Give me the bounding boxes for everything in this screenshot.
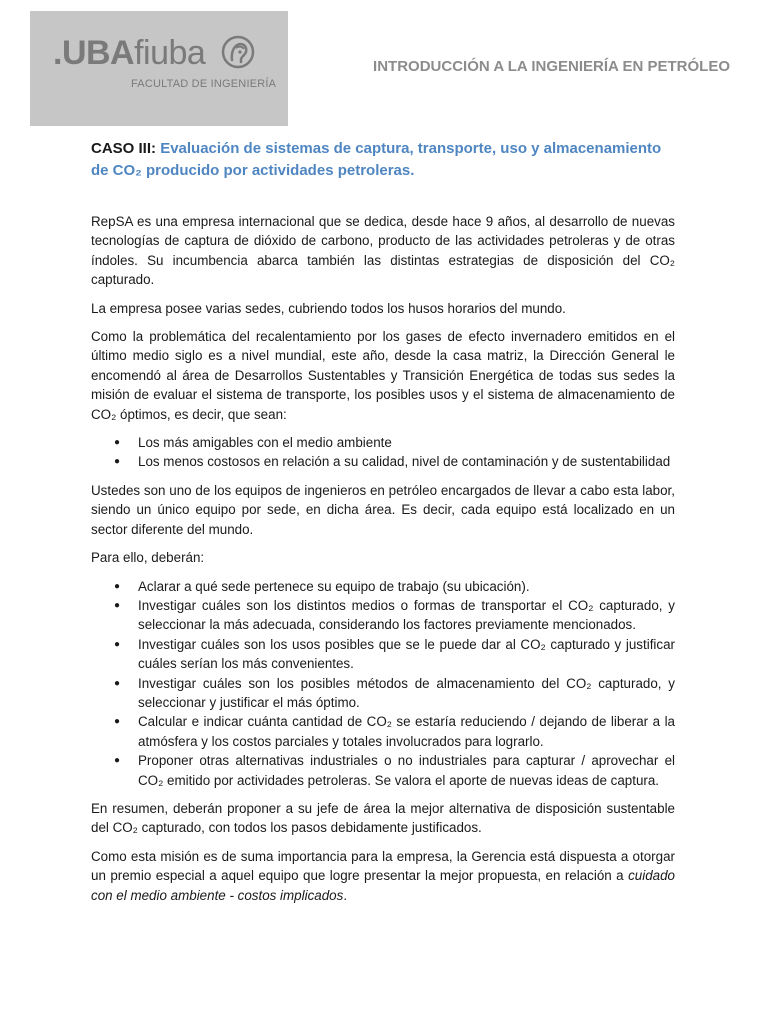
logo-wordmark [53, 33, 205, 73]
paragraph-sedes: La empresa posee varias sedes, cubriendo todos los husos horarios del mundo. [91, 300, 566, 316]
paragraph-summary: En resumen, deberán proponer a su jefe de área la mejor alternativa de disposición sustentable del CO₂ capturado, con todos los pasos debidamente justificados. [91, 800, 675, 836]
case-label: CASO III: [91, 140, 157, 157]
paragraph-teams: Ustedes son uno de los equipos de ingenieros en petróleo encargados de llevar a cabo esta labor, siendo un único equipo por sede, en dicha área. Es decir, cada equipo está localizado en un sector diferente del mundo. [91, 482, 675, 537]
paragraph-mission: Como la problemática del recalentamiento por los gases de efecto invernadero emitidos en el último medio siglo es a nivel mundial, este año, desde la casa matriz, la Dirección General le encomendó al área de Desarrollos Sustentables y Transición Energética de todas sus sedes la misión de evaluar el sistema de transporte, los posibles usos y el sistema de almacenamiento de CO₂ óptimos, es decir, que sean: [91, 329, 675, 422]
minerva-emblem-icon [220, 34, 256, 70]
list-item: ● Investigar cuáles son los posibles métodos de almacenamiento del CO₂ capturado, y seleccionar y justificar el más óptimo. [138, 674, 675, 713]
prize-period: . [343, 887, 348, 903]
list-item: ● Los menos costosos en relación a su calidad, nivel de contaminación y de sustentabilidad [138, 452, 675, 471]
list-item: ● Proponer otras alternativas industriales o no industriales para capturar / aprovechar el CO₂ emitido por actividades petroleras. Se valora el aporte de nuevas ideas de captura. [138, 751, 675, 790]
course-title: INTRODUCCIÓN A LA INGENIERÍA EN PETRÓLEO [373, 58, 730, 75]
prize-text: Como esta misión es de suma importancia para la empresa, la Gerencia está dispuesta a otorgar un premio especial a aquel equipo que logre presentar la mejor propuesta, en relación a [91, 848, 675, 884]
logo-prefix: .UBA [53, 34, 135, 72]
prize-emphasis: cuidado con el medio ambiente - costos implicados [91, 868, 675, 903]
criteria-list [91, 433, 675, 472]
case-title [91, 138, 675, 182]
paragraph-intro: RepSA es una empresa internacional que se dedica, desde hace 9 años, al desarrollo de nuevas tecnologías de captura de dióxido de carbono, producto de las actividades petroleras y de otras índoles. Su incumbencia abarca también las distintas estrategias de disposición del CO₂ capturado. [91, 214, 675, 288]
paragraph-prize [91, 847, 675, 905]
document-body [91, 138, 675, 914]
list-item: ● Investigar cuáles son los usos posibles que se le puede dar al CO₂ capturado y justificar cuáles serían los más convenientes. [138, 635, 675, 674]
list-item: ● Calcular e indicar cuánta cantidad de CO₂ se estaría reduciendo / dejando de liberar a la atmósfera y los costos parciales y totales involucrados para lograrlo. [138, 712, 675, 751]
list-item: ● Los más amigables con el medio ambiente [138, 433, 675, 452]
list-item: ● Investigar cuáles son los distintos medios o formas de transportar el CO₂ capturado, y seleccionar la más adecuada, considerando los factores previamente mencionados. [138, 596, 675, 635]
tasks-list [91, 577, 675, 790]
logo-name: fiuba [134, 34, 206, 72]
logo-subtitle: FACULTAD DE INGENIERÍA [131, 78, 277, 90]
fiuba-logo [30, 11, 288, 126]
list-item: ● Aclarar a qué sede pertenece su equipo de trabajo (su ubicación). [138, 577, 675, 596]
case-title-text: Evaluación de sistemas de captura, transporte, uso y almacenamiento de CO₂ producido por actividades petroleras. [91, 140, 662, 179]
paragraph-tasks-intro: Para ello, deberán: [91, 550, 205, 566]
